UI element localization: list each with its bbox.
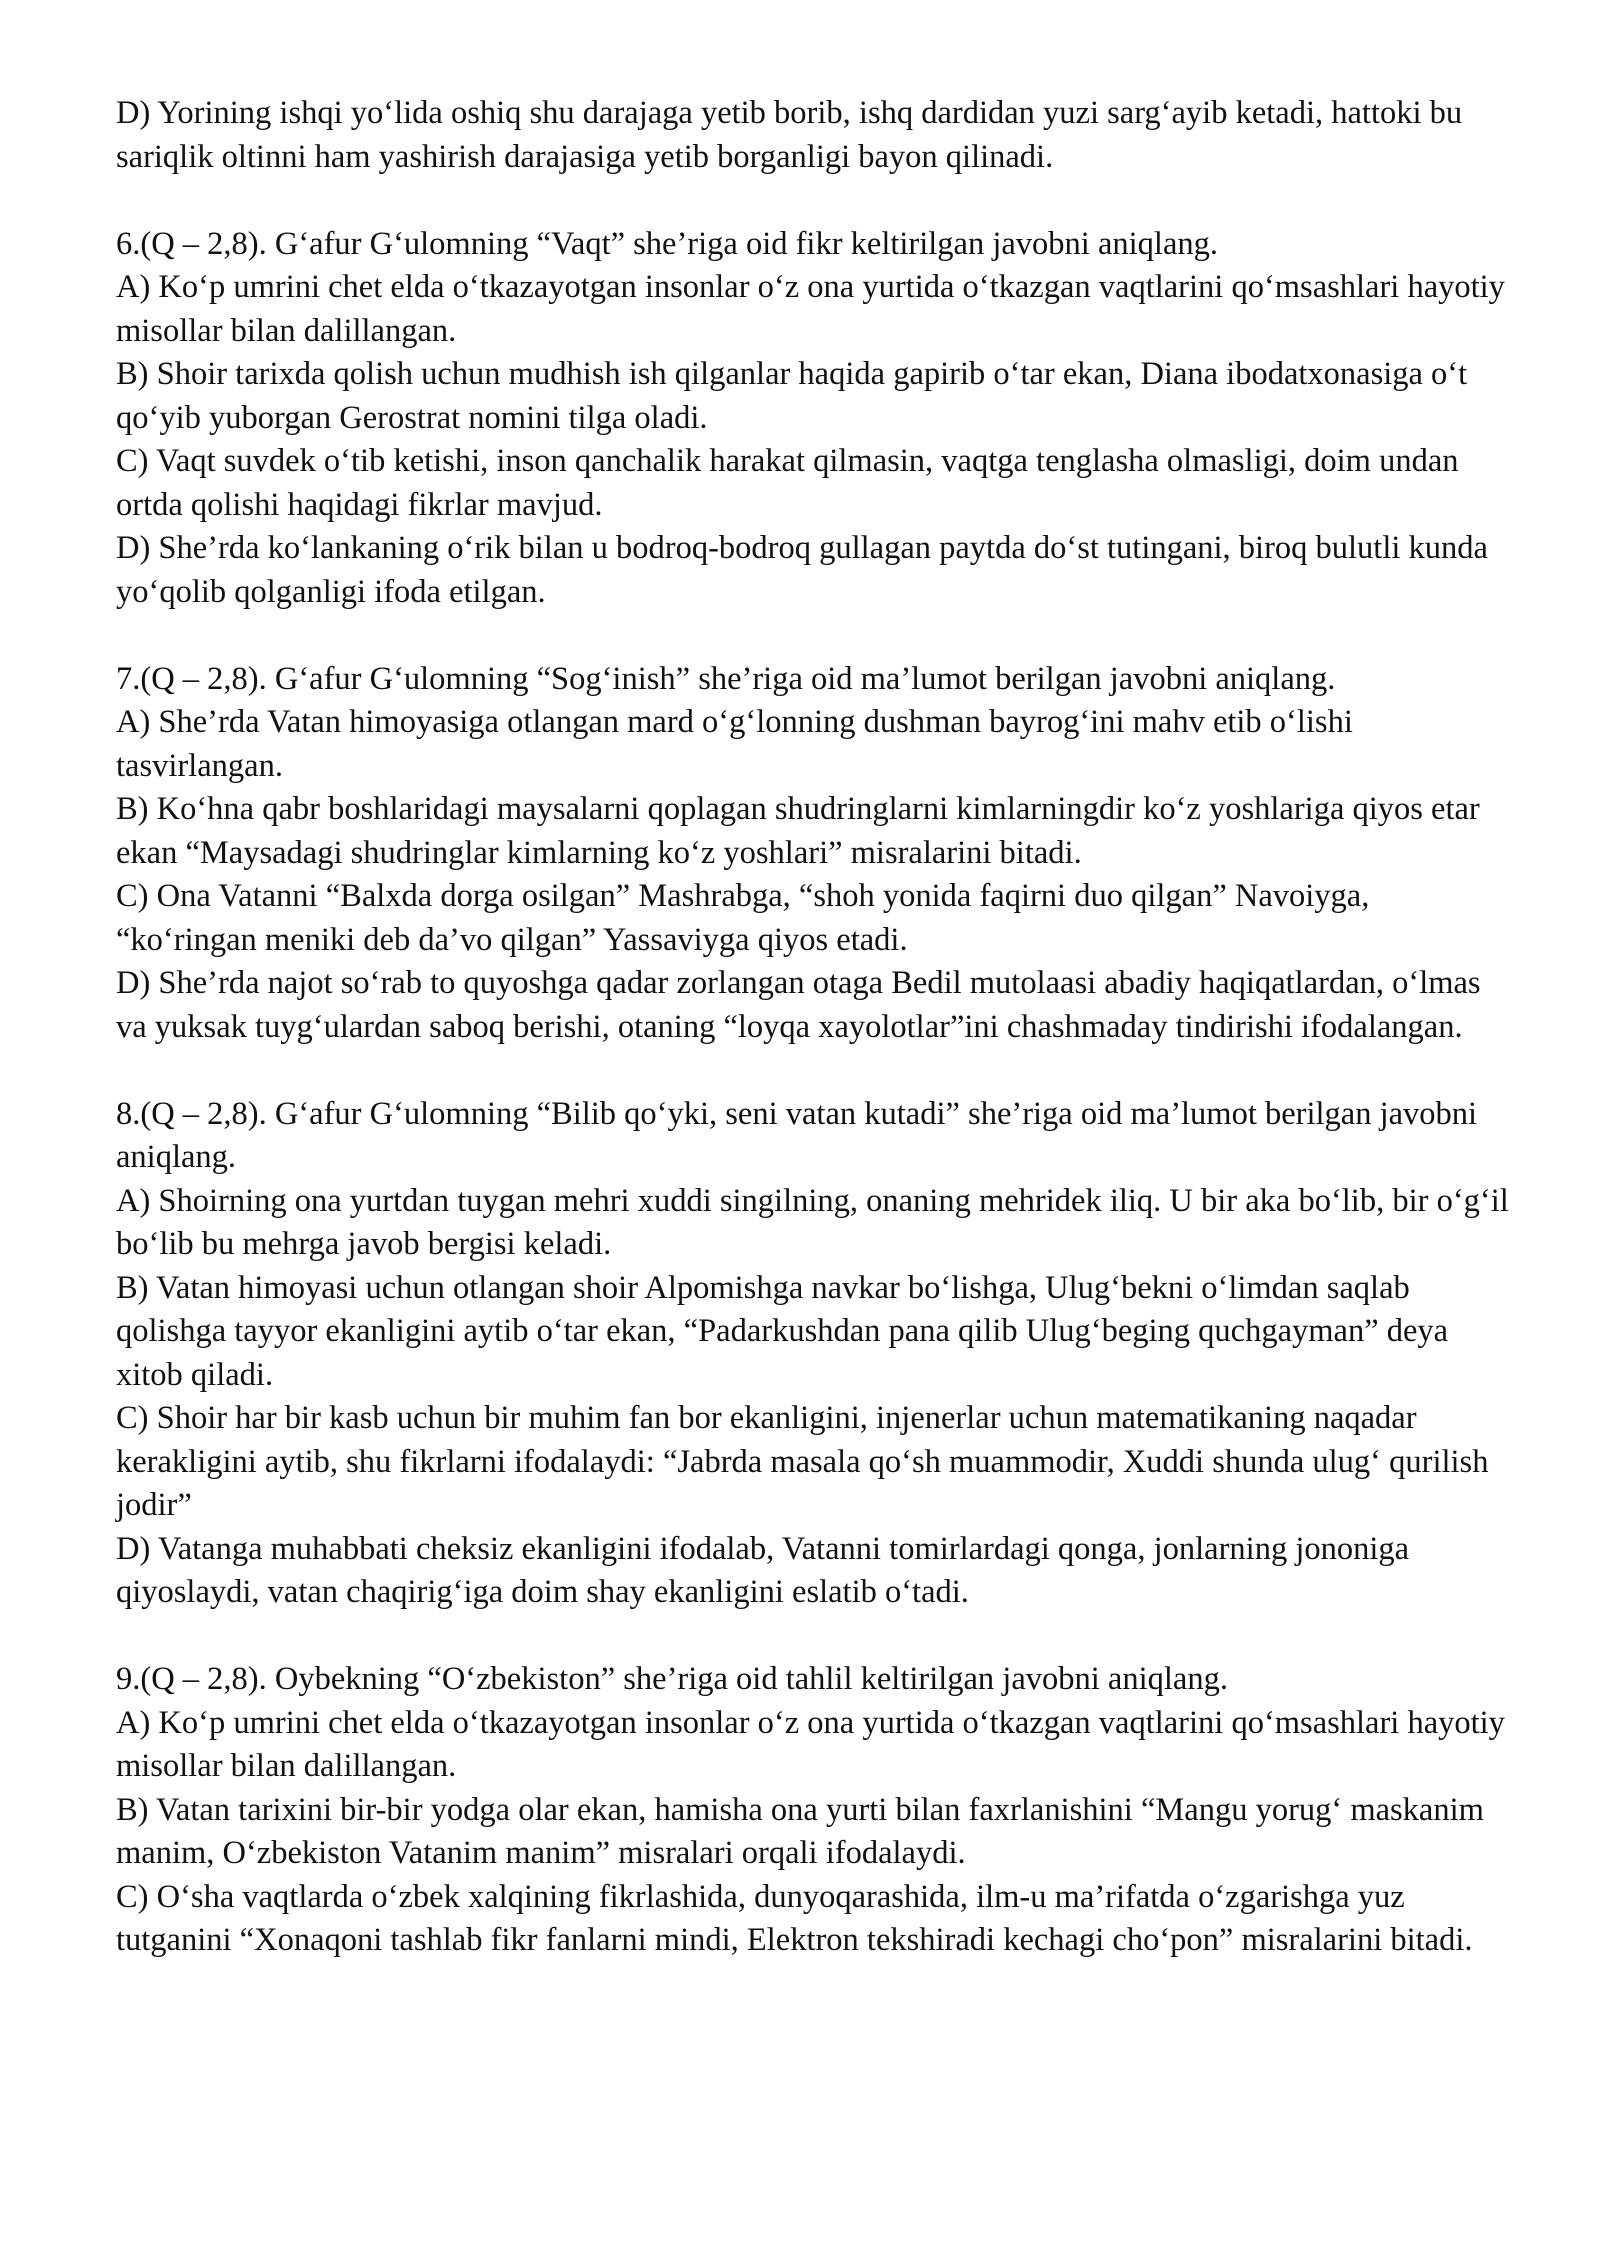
question-9 — [116, 1658, 1516, 1963]
question-stem: 9.(Q – 2,8). Oybekning “O‘zbekiston” she’riga oid tahlil keltirilgan javobni aniqlang. — [116, 1661, 1228, 1697]
option-d: D) Vatanga muhabbati cheksiz ekanligini ifodalab, Vatanni tomirlardagi qonga, jonlarning jononiga qiyoslaydi, vatan chaqirig‘iga doim shay ekanligini eslatib o‘tadi. — [116, 1530, 1418, 1610]
option-b: B) Vatan tarixini bir-bir yodga olar ekan, hamisha ona yurti bilan faxrlanishini “Mangu yorug‘ maskanim manim, O‘zbekiston Vatanim manim” misralari orqali ifodalaydi. — [116, 1791, 1493, 1871]
option-b: B) Ko‘hna qabr boshlaridagi maysalarni qoplagan shudringlarni kimlarningdir ko‘z yoshlariga qiyos etar ekan “Maysadagi shudringlar kimlarning ko‘z yoshlari” misralarini bitadi. — [116, 791, 1488, 871]
question-8 — [116, 1093, 1516, 1615]
option-a: A) Shoirning ona yurtdan tuygan mehri xuddi singilning, onaning mehridek iliq. U bir aka bo‘lib, bir o‘g‘il bo‘lib bu mehrga javob bergisi keladi. — [116, 1182, 1517, 1262]
question-stem: 6.(Q – 2,8). G‘afur G‘ulomning “Vaqt” she’riga oid fikr keltirilgan javobni aniqlang. — [116, 225, 1219, 262]
option-c: C) Ona Vatanni “Balxda dorga osilgan” Mashrabga, “shoh yonida faqirni duo qilgan” Navoiyga, “ko‘ringan meniki deb da’vo qilgan” Yassaviyga qiyos etadi. — [116, 878, 1378, 958]
option-d: D) She’rda ko‘lankaning o‘rik bilan u bodroq-bodroq gullagan paytda do‘st tutingani, biroq bulutli kunda yo‘qolib qolganligi ifoda etilgan. — [116, 530, 1497, 610]
option-d: D) She’rda najot so‘rab to quyoshga qadar zorlangan otaga Bedil mutolaasi abadiy haqiqatlardan, o‘lmas va yuksak tuyg‘ulardan saboq berishi, otaning “loyqa xayolotlar”ini chashmaday tindirishi ifodalangan. — [116, 965, 1489, 1045]
document-page — [116, 92, 1516, 1963]
question-7 — [116, 658, 1516, 1050]
question-stem: 8.(Q – 2,8). G‘afur G‘ulomning “Bilib qo‘yki, seni vatan kutadi” she’riga oid ma’lumot berilgan javobni aniqlang. — [116, 1095, 1486, 1175]
option-b: B) Shoir tarixda qolish uchun mudhish ish qilganlar haqida gapirib o‘tar ekan, Diana ibodatxonasiga o‘t qo‘yib yuborgan Gerostrat nomini tilga oladi. — [116, 356, 1476, 436]
option-c: C) O‘sha vaqtlarda o‘zbek xalqining fikrlashida, dunyoqarashida, ilm-u ma’rifatda o‘zgarishga yuz tutganini “Xonaqoni tashlab fikr fanlarni mindi, Elektron tekshiradi kechagi cho‘pon” misralarini bitadi. — [116, 1878, 1473, 1958]
option-c: C) Vaqt suvdek o‘tib ketishi, inson qanchalik harakat qilmasin, vaqtga tenglasha olmasligi, doim undan ortda qolishi haqidagi fikrlar mavjud. — [116, 443, 1467, 523]
option-a: A) Ko‘p umrini chet elda o‘tkazayotgan insonlar o‘z ona yurtida o‘tkazgan vaqtlarini qo‘msashlari hayotiy misollar bilan dalillangan. — [116, 1704, 1514, 1784]
question-6 — [116, 223, 1516, 615]
question-stem: 7.(Q – 2,8). G‘afur G‘ulomning “Sog‘inish” she’riga oid ma’lumot berilgan javobni aniqlang. — [116, 660, 1336, 697]
question-5-tail — [116, 92, 1516, 179]
option-a: A) She’rda Vatan himoyasiga otlangan mard o‘g‘lonning dushman bayrog‘ini mahv etib o‘lishi tasvirlangan. — [116, 704, 1361, 784]
option-a: A) Ko‘p umrini chet elda o‘tkazayotgan insonlar o‘z ona yurtida o‘tkazgan vaqtlarini qo‘msashlari hayotiy misollar bilan dalillangan. — [116, 269, 1514, 349]
option-b: B) Vatan himoyasi uchun otlangan shoir Alpomishga navkar bo‘lishga, Ulug‘bekni o‘limdan saqlab qolishga tayyor ekanligini aytib o‘tar ekan, “Padarkushdan pana qilib Ulug‘beging quchgayman” deya xitob qiladi. — [116, 1269, 1457, 1393]
option-c: C) Shoir har bir kasb uchun bir muhim fan bor ekanligini, injenerlar uchun matematikaning naqadar kerakligini aytib, shu fikrlarni ifodalaydi: “Jabrda masala qo‘sh muammodir, Xuddi shunda ulug‘ qurilish jodir” — [116, 1400, 1497, 1523]
option-d: D) Yorining ishqi yo‘lida oshiq shu darajaga yetib borib, ishq dardidan yuzi sarg‘ayib ketadi, hattoki bu sariqlik oltinni ham yashirish darajasiga yetib borganligi bayon qilinadi. — [116, 95, 1471, 175]
